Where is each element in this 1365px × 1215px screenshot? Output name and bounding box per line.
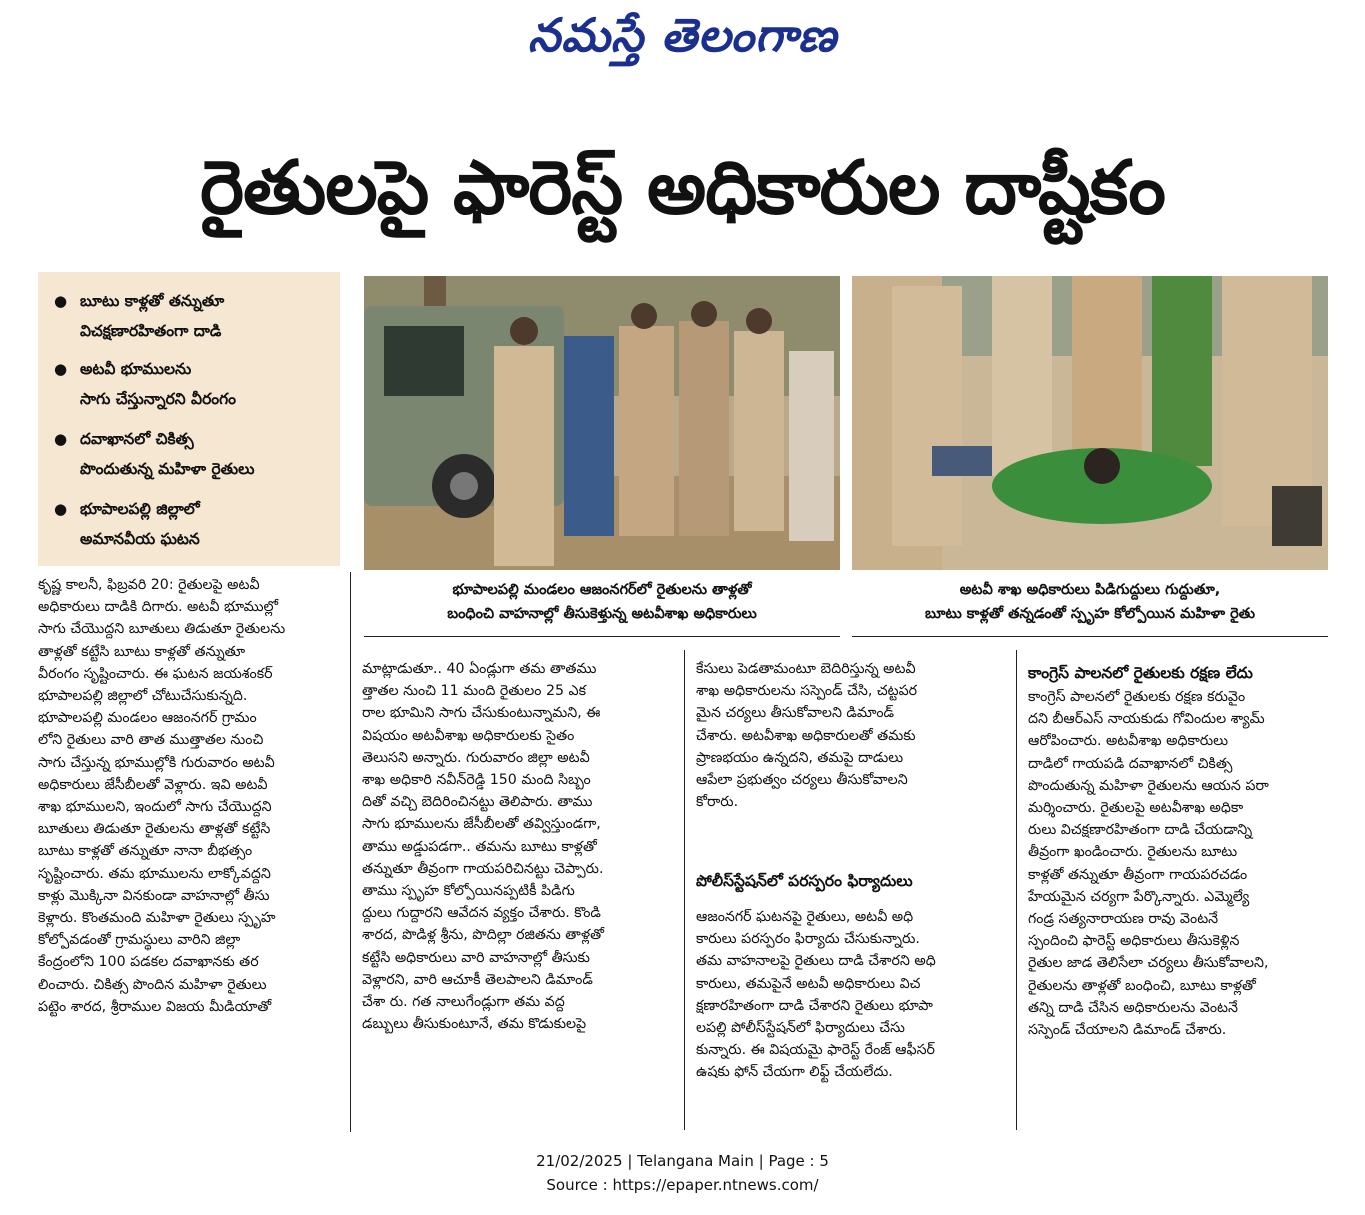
- article-line: బూతులు తిడుతూ రైతులను తాళ్లతో కట్టేసి: [38, 821, 271, 838]
- article-line: శారద, పొడిళ్ల శ్రీను, పొదిల్లా రజితను తాళ్లతో: [362, 927, 604, 944]
- bullet-icon: ●: [54, 430, 68, 448]
- article-line: చేశారు. అటవీశాఖ అధికారులతో తమకు: [696, 727, 916, 744]
- article-column-3: [696, 658, 1006, 813]
- subhead-police-complaints: పోలీస్‌స్టేషన్‌లో పరస్పరం ఫిర్యాదులు: [696, 872, 913, 890]
- article-line: భూపాలపల్లి మండలం ఆజంనగర్‌ గ్రామం: [38, 710, 257, 727]
- article-line: వెళ్లారని, వారి ఆచూకీ తెలపాలని డిమాండ్‌: [362, 971, 593, 988]
- article-line: మర్శించారు. రైతులపై అటవీశాఖ అధికా: [1028, 800, 1244, 817]
- column-rule: [1016, 650, 1017, 1130]
- article-line: పొందుతున్న మహిళా రైతులను ఆయన పరా: [1028, 777, 1269, 794]
- caption-rule: [364, 636, 840, 637]
- bullet-icon: ●: [54, 500, 68, 518]
- article-line: కట్టేసి అధికారులు వారి వాహనాల్లో తీసుకు: [362, 949, 590, 966]
- article-line: అధికారులు దాడికి దిగారు. అటవీ భూముల్లో: [38, 599, 279, 616]
- article-line: దని బీఆర్‌ఎస్‌ నాయకుడు గోవిందుల శ్యామ్‌: [1028, 711, 1265, 728]
- article-line: కృష్ణ కాలనీ, ఫిబ్రవరి 20: రైతులపై అటవీ: [38, 577, 260, 593]
- article-line: స్పందించి ఫారెస్ట్‌ అధికారులు తీసుకెళ్లిన: [1028, 933, 1240, 950]
- article-line: ఉషకు ఫోన్‌ చేయగా లిఫ్ట్‌ చేయలేదు.: [696, 1064, 893, 1081]
- article-line: సాగు చేయొద్దని బూతులు తిడుతూ రైతులను: [38, 621, 286, 638]
- article-line: కేంద్రంలోని 100 పడకల దవాఖానకు తర: [38, 954, 259, 971]
- article-line: తెలుసని అన్నారు. గురువారం జిల్లా అటవీ: [362, 749, 590, 766]
- article-line: మాట్లాడుతూ.. 40 ఏండ్లుగా తమ తాతము: [362, 661, 597, 677]
- highlights-box: [38, 272, 340, 566]
- article-column-1: [38, 574, 340, 1018]
- article-line: వీరంగం సృష్టించారు. ఈ ఘటన జయశంకర్‌: [38, 665, 273, 682]
- article-column-3-continued: [696, 906, 1006, 1084]
- article-line: తాళ్లతో కట్టేసి బూటు కాళ్లతో తన్నుతూ: [38, 643, 246, 660]
- article-line: విషయం అటవీశాఖ అధికారులకు సైతం: [362, 727, 575, 744]
- article-line: ఆపేలా ప్రభుత్వం చర్యలు తీసుకోవాలని: [696, 772, 908, 789]
- article-line: కెళ్లారు. కొంతమంది మహిళా రైతులు స్పృహ: [38, 910, 276, 927]
- article-line: అధికారులు జేసీబీలతో వెళ్లారు. ఇవి అటవీ: [38, 776, 268, 793]
- article-column-4: [1028, 686, 1334, 1041]
- article-line: ద్దులు గుద్దారని ఆవేదన వ్యక్తం చేశారు. కొండి: [362, 905, 601, 922]
- article-line: లపల్లి పోలీస్‌స్టేషన్‌లో ఫిర్యాదులు చేసు: [696, 1020, 905, 1037]
- photo-woman-farmer-unconscious: [852, 276, 1328, 570]
- article-line: కాళ్లు మొక్కినా వినకుండా వాహనాల్లో తీసు: [38, 887, 270, 904]
- footer-source: Source : https://epaper.ntnews.com/: [546, 1176, 819, 1194]
- article-line: కోరారు.: [696, 794, 739, 811]
- article-line: త్తాతల నుంచి 11 మంది రైతులం 25 ఎక: [362, 683, 587, 700]
- highlight-item: ● అటవీ భూములను సాగు చేస్తున్నారని వీరంగం: [60, 354, 236, 414]
- article-line: లించారు. చికిత్స పొందిన మహిళా రైతులు: [38, 976, 267, 993]
- article-line: శాఖ అధికారులను సస్పెండ్‌ చేసి, చట్టపర: [696, 683, 918, 700]
- article-line: గండ్ర సత్యనారాయణ రావు వెంటనే: [1028, 911, 1219, 928]
- article-line: కారులు పరస్పరం ఫిర్యాదు చేసుకున్నారు.: [696, 931, 920, 948]
- article-column-2: [362, 658, 674, 1035]
- article-line: సస్పెండ్‌ చేయాలని డిమాండ్‌ చేశారు.: [1028, 1022, 1227, 1039]
- article-line: తన్నుతూ తీవ్రంగా గాయపరిచినట్టు చెప్పారు.: [362, 860, 604, 877]
- article-line: సాగు చేస్తున్న భూముల్లోకి గురువారం అటవీ: [38, 754, 275, 771]
- article-line: శాఖ అధికారి నవీన్‌రెడ్డి 150 మంది సిబ్బం: [362, 772, 591, 789]
- subhead-congress-rule: కాంగ్రెస్‌ పాలనలో రైతులకు రక్షణ లేదు: [1028, 664, 1253, 682]
- article-line: చేశా రు. గత నాలుగేండ్లుగా తమ వద్ద: [362, 994, 565, 1011]
- article-line: లోని రైతులు వారి తాత ముత్తాతల నుంచి: [38, 732, 264, 749]
- article-line: తాము అడ్డుపడగా.. తమను బూటు కాళ్లతో: [362, 838, 597, 855]
- article-line: కాళ్లతో తన్నుతూ తీవ్రంగా గాయపరచడం: [1028, 866, 1248, 883]
- article-line: దితో వచ్చి బెదిరించినట్టు తెలిపారు. తాము: [362, 794, 593, 811]
- article-line: కోల్పోవడంతో గ్రామస్థులు వారిని జిల్లా: [38, 932, 241, 949]
- photo-officials-with-farmers: [364, 276, 840, 570]
- article-line: కున్నారు. ఈ విషయమై ఫారెస్ట్‌ రేంజ్‌ ఆఫీసర్‌: [696, 1042, 935, 1059]
- masthead-logo: నమస్తే తెలంగాణ: [527, 8, 838, 62]
- article-line: క్షణారహితంగా దాడి చేశారని రైతులు భూపా: [696, 997, 933, 1014]
- article-line: తమ వాహనాలపై రైతులు దాడి చేశారని అధి: [696, 953, 936, 970]
- photo-caption-left: భూపాలపల్లి మండలం ఆజంనగర్‌లో రైతులను తాళ్లతో బంధించి వాహనాల్లో తీసుకెళ్తున్న అటవీశాఖ అధికారులు: [447, 582, 757, 622]
- article-line: ఆజంనగర్‌ ఘటనపై రైతులు, అటవీ అధి: [696, 909, 914, 925]
- highlight-item: ● బూటు కాళ్లతో తన్నుతూ విచక్షణారహితంగా దాడి: [60, 286, 224, 346]
- article-line: హేయమైన చర్యగా పేర్కొన్నారు. ఎమ్మెల్యే: [1028, 888, 1250, 905]
- article-line: భూపాలపల్లి జిల్లాలో చోటుచేసుకున్నది.: [38, 688, 248, 705]
- article-line: డబ్బులు తీసుకుంటూనే, తమ కొడుకులపై: [362, 1016, 587, 1033]
- article-line: ప్రాణభయం ఉన్నదని, తమపై దాడులు: [696, 749, 904, 766]
- article-line: దాడిలో గాయపడి దవాఖానలో చికిత్స: [1028, 755, 1233, 772]
- bullet-icon: ●: [54, 360, 68, 378]
- article-line: కాంగ్రెస్‌ పాలనలో రైతులకు రక్షణ కరువైం: [1028, 689, 1246, 705]
- article-line: ఆరోపించారు. అటవీశాఖ అధికారులు: [1028, 733, 1229, 750]
- article-line: రైతులను తాళ్లతో బంధించి, బూటు కాళ్లతో: [1028, 977, 1256, 994]
- column-rule: [684, 650, 685, 1130]
- article-line: తాము స్పృహ కోల్పోయినప్పటికీ పిడిగు: [362, 883, 575, 900]
- article-line: రైతుల జాడ తెలిసేలా చర్యలు తీసుకోవాలని,: [1028, 955, 1269, 972]
- article-line: సాగు భూములను జేసీబీలతో తవ్విస్తుండగా,: [362, 816, 601, 833]
- highlight-item: ● దవాఖానలో చికిత్స పొందుతున్న మహిళా రైతులు: [60, 424, 255, 484]
- highlight-item: ● భూపాలపల్లి జిల్లాలో అమానవీయ ఘటన: [60, 494, 200, 554]
- article-line: మైన చర్యలు తీసుకోవాలని డిమాండ్‌: [696, 705, 895, 722]
- photo-caption-right: అటవీ శాఖ అధికారులు పిడిగుద్దులు గుద్దుతూ, బూటు కాళ్లతో తన్నడంతో స్పృహ కోల్పోయిన మహిళా రైతు: [924, 582, 1256, 622]
- article-line: సృష్టించారు. తమ భూములను లాక్కోవద్దని: [38, 865, 271, 882]
- article-line: రాల భూమిని సాగు చేసుకుంటున్నామని, ఈ: [362, 705, 601, 722]
- article-line: తన్ని దాడి చేసిన అధికారులను వెంటనే: [1028, 999, 1238, 1016]
- article-line: తీవ్రంగా ఖండించారు. రైతులను బూటు: [1028, 844, 1238, 861]
- article-line: రులు విచక్షణారహితంగా దాడి చేయడాన్ని: [1028, 822, 1253, 839]
- footer-edition-info: 21/02/2025 | Telangana Main | Page : 5: [536, 1152, 829, 1170]
- article-line: బూటు కాళ్లతో తన్నుతూ నానా బీభత్సం: [38, 843, 253, 860]
- bullet-icon: ●: [54, 292, 68, 310]
- article-line: శాఖ భూములని, ఇందులో సాగు చేయొద్దని: [38, 799, 272, 816]
- article-line: కేసులు పెడతామంటూ బెదిరిస్తున్న అటవీ: [696, 661, 916, 677]
- article-line: పట్టెం శారద, శ్రీరాముల విజయ మీడియాతో: [38, 998, 272, 1015]
- headline: రైతులపై ఫారెస్ట్‌ అధికారుల దాష్టీకం: [200, 145, 1165, 231]
- column-rule: [350, 572, 351, 1132]
- caption-rule: [852, 636, 1328, 637]
- article-line: కారులు, తమపైనే అటవీ అధికారులు విచ: [696, 975, 921, 992]
